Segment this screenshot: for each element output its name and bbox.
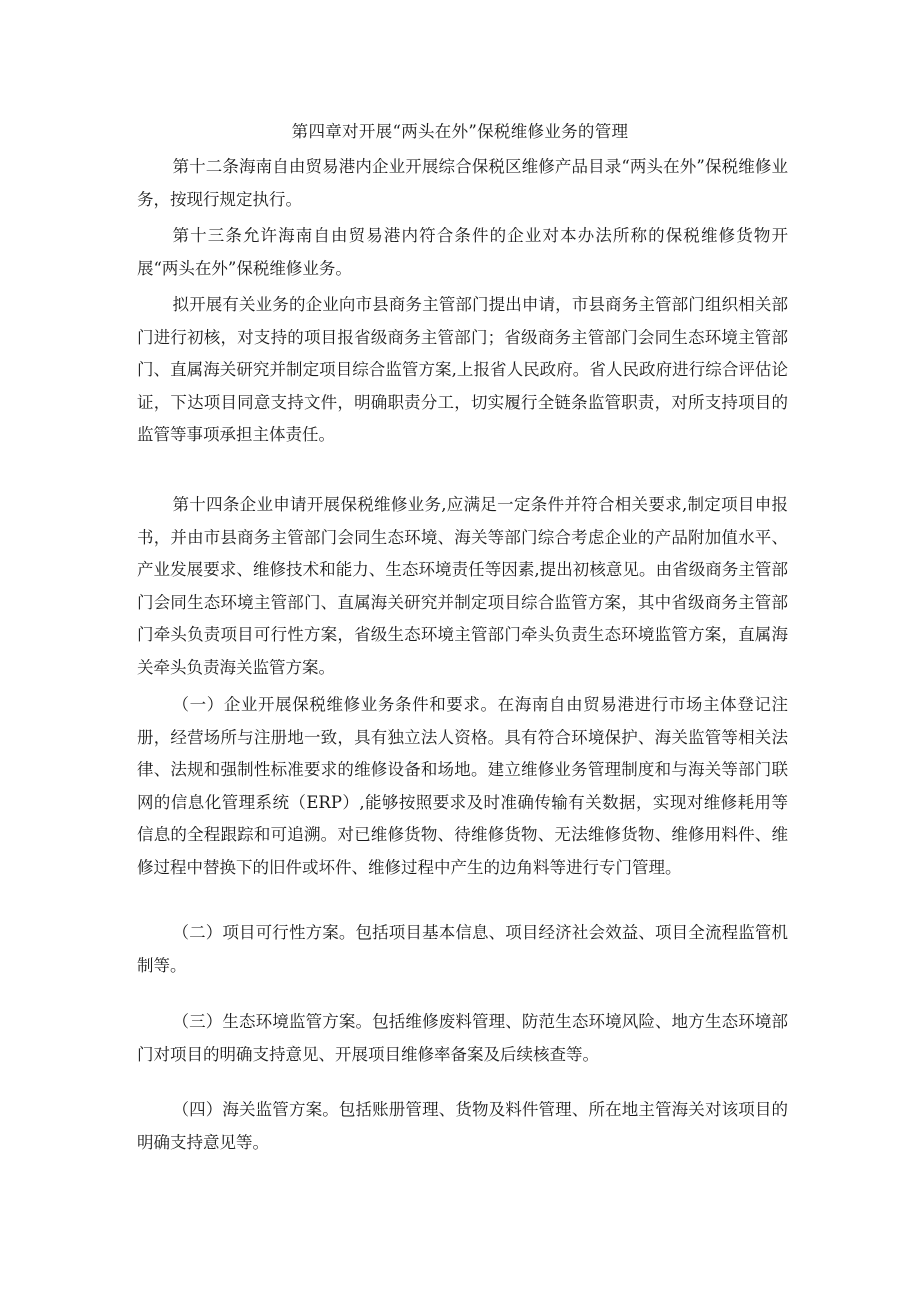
- chapter-title: 第四章对开展“两头在外”保税维修业务的管理: [291, 122, 629, 141]
- paragraph-article-14: 第十四条企业申请开展保税维修业务,应满足一定条件并符合相关要求,制定项目申报书，并由市县商务主管部门会同生态环境、海关等部门综合考虑企业的产品附加值水平、产业发展要求、维修技术和能力、生态环境责任等因素,提出初核意见。由省级商务主管部门会同生态环境主管部门、直属海关研究并制定项目综合监管方案，其中省级商务主管部门牵头负责项目可行性方案，省级生态环境主管部门牵头负责生态环境监管方案，直属海关牵头负责海关监管方案。: [137, 495, 788, 677]
- paragraph-article-12: 第十二条海南自由贸易港内企业开展综合保税区维修产品目录“两头在外”保税维修业务，按现行规定执行。: [137, 157, 788, 209]
- paragraph-article-13: 第十三条允许海南自由贸易港内符合条件的企业对本办法所称的保税维修货物开展“两头在外”保税维修业务。: [137, 226, 788, 278]
- paragraph-item-4: （四）海关监管方案。包括账册管理、货物及料件管理、所在地主管海关对该项目的明确支持意见等。: [137, 1100, 788, 1152]
- paragraph-application-process: 拟开展有关业务的企业向市县商务主管部门提出申请，市县商务主管部门组织相关部门进行初核，对支持的项目报省级商务主管部门；省级商务主管部门会同生态环境主管部门、直属海关研究并制定项目综合监管方案,上报省人民政府。省人民政府进行综合评估论证，下达项目同意支持文件，明确职责分工，切实履行全链条监管职责，对所支持项目的监管等事项承担主体责任。: [137, 295, 788, 444]
- paragraph-item-1: （一）企业开展保税维修业务条件和要求。在海南自由贸易港进行市场主体登记注册，经营场所与注册地一致，具有独立法人资格。具有符合环境保护、海关监管等相关法律、法规和强制性标准要求的维修设备和场地。建立维修业务管理制度和与海关等部门联网的信息化管理系统（ERP）,能够按照要求及时准确传输有关数据，实现对维修耗用等信息的全程跟踪和可追溯。对已维修货物、待维修货物、无法维修货物、维修用料件、维修过程中替换下的旧件或坏件、维修过程中产生的边角料等进行专门管理。: [137, 695, 788, 877]
- paragraph-item-3: （三）生态环境监管方案。包括维修废料管理、防范生态环境风险、地方生态环境部门对项目的明确支持意见、开展项目维修率备案及后续核查等。: [137, 1012, 788, 1064]
- paragraph-item-2: （二）项目可行性方案。包括项目基本信息、项目经济社会效益、项目全流程监管机制等。: [137, 923, 788, 975]
